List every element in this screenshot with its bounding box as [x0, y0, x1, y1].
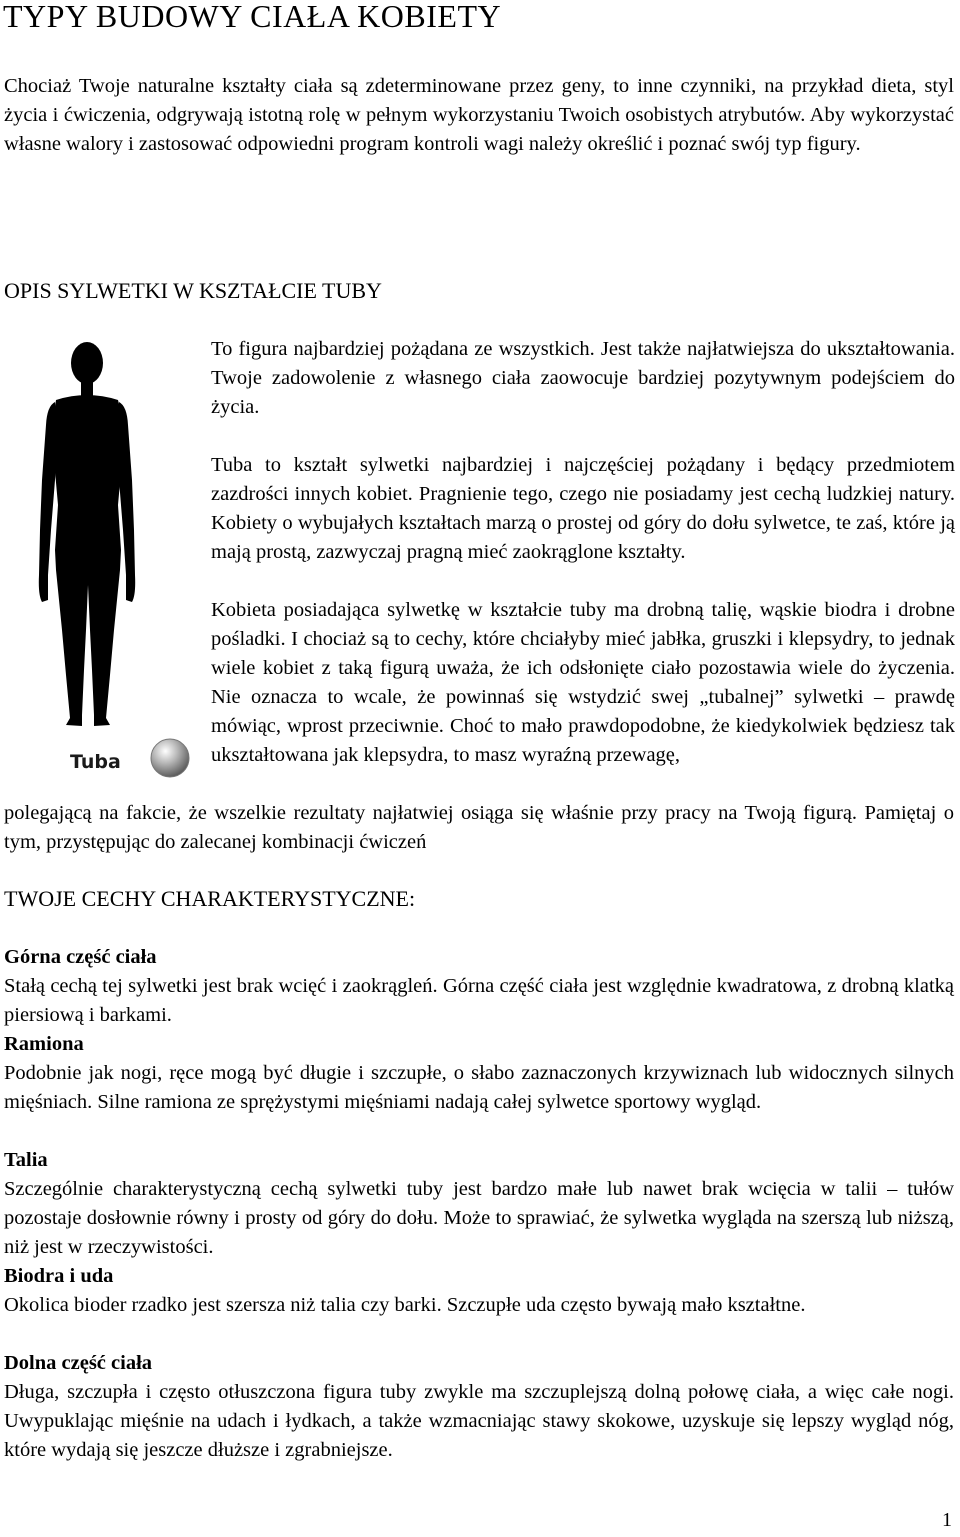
features-heading: TWOJE CECHY CHARAKTERYSTYCZNE:	[4, 886, 416, 911]
body-shape-figure	[30, 330, 208, 790]
side-paragraph-2: Tuba to kształt sylwetki najbardziej i najczęściej pożądany i będący przedmiotem zazdrości innych kobiet. Pragnienie tego, czego nie posiadamy jest cechą ludzkiej natury. Kobiety o wybujałych kształtach marzą o prostej od góry do dołu sylwetce, te zaś, które ją mają prostą, zazwyczaj pragną mieć zaokrąglone kształty.	[211, 454, 955, 563]
page-title: TYPY BUDOWY CIAŁA KOBIETY	[3, 0, 502, 34]
feature-heading-lower-body: Dolna część ciała	[4, 1352, 153, 1374]
figure-label: Tuba	[70, 751, 121, 773]
continued-paragraph: polegającą na fakcie, że wszelkie rezultaty najłatwiej osiąga się właśnie przy pracy na Twoją figurą. Pamiętaj o tym, przystępując do zalecanej kombinacji ćwiczeń	[4, 802, 954, 853]
feature-text-waist: Szczególnie charakterystyczną cechą sylwetki tuby jest bardzo małe lub nawet brak wcięcia w talii – tułów pozostaje dosłownie równy i prosty od góry do dołu. Może to sprawiać, że sylwetka wygląda na szerszą lub niższą, niż jest w rzeczywistości.	[4, 1178, 954, 1258]
feature-heading-arms: Ramiona	[4, 1033, 84, 1055]
woman-silhouette-illustration	[30, 330, 208, 790]
feature-heading-upper-body: Górna część ciała	[4, 946, 157, 968]
silhouette-shape	[39, 342, 135, 726]
side-paragraph-3: Kobieta posiadająca sylwetkę w kształcie tuby ma drobną talię, wąskie biodra i drobne pośladki. I chociaż są to cechy, które chciałyby mieć jabłka, gruszki i klepsydry, to jednak wiele kobiet z taką figurą uważa, że ich odsłonięte ciało pozostawia wiele do życzenia. Nie oznacza to wcale, że powinnaś się wstydzić swej „tubalnej” sylwetki – prawdę mówiąc, wprost przeciwnie. Choć to mało prawdopodobne, że kiedykolwiek będziesz tak ukształtowana jak klepsydra, to masz wyraźną przewagę,	[211, 599, 955, 766]
section-title: OPIS SYLWETKI W KSZTAŁCIE TUBY	[4, 278, 382, 303]
page-number: 1	[942, 1509, 952, 1531]
feature-heading-hips-thighs: Biodra i uda	[4, 1265, 114, 1287]
feature-text-arms: Podobnie jak nogi, ręce mogą być długie i szczupłe, o słabo zaznaczonych krzywiznach lub widocznych silnych mięśniach. Silne ramiona ze sprężystymi mięśniami nadają całej sylwetce sportowy wygląd.	[4, 1062, 954, 1113]
intro-paragraph: Chociaż Twoje naturalne kształty ciała są zdeterminowane przez geny, to inne czynniki, na przykład dieta, styl życia i ćwiczenia, odgrywają istotną rolę w pełnym wykorzystaniu Twoich osobistych atrybutów. Aby wykorzystać własne walory i zastosować odpowiedni program kontroli wagi należy określić i poznać swój typ figury.	[4, 75, 954, 155]
feature-text-hips-thighs: Okolica bioder rzadko jest szersza niż talia czy barki. Szczupłe uda często bywają mało kształtne.	[4, 1294, 806, 1316]
feature-text-upper-body: Stałą cechą tej sylwetki jest brak wcięć i zaokrągleń. Górna część ciała jest względnie kwadratowa, z drobną klatką piersiową i barkami.	[4, 975, 954, 1026]
side-paragraph-1: To figura najbardziej pożądana ze wszystkich. Jest także najłatwiejsza do ukształtowania. Twoje zadowolenie z własnego ciała zaowocuje bardziej pozytywnym podejściem do życia.	[211, 338, 955, 418]
feature-heading-waist: Talia	[4, 1149, 48, 1171]
grey-sphere-icon	[151, 739, 189, 777]
feature-text-lower-body: Długa, szczupła i często otłuszczona figura tuby zwykle ma szczuplejszą dolną połowę ciała, a więc całe nogi. Uwypuklając mięśnie na udach i łydkach, a także wzmacniając stawy skokowe, uzyskuje się lepszy wygląd nóg, które wydają się jeszcze dłuższe i zgrabniejsze.	[4, 1381, 954, 1461]
